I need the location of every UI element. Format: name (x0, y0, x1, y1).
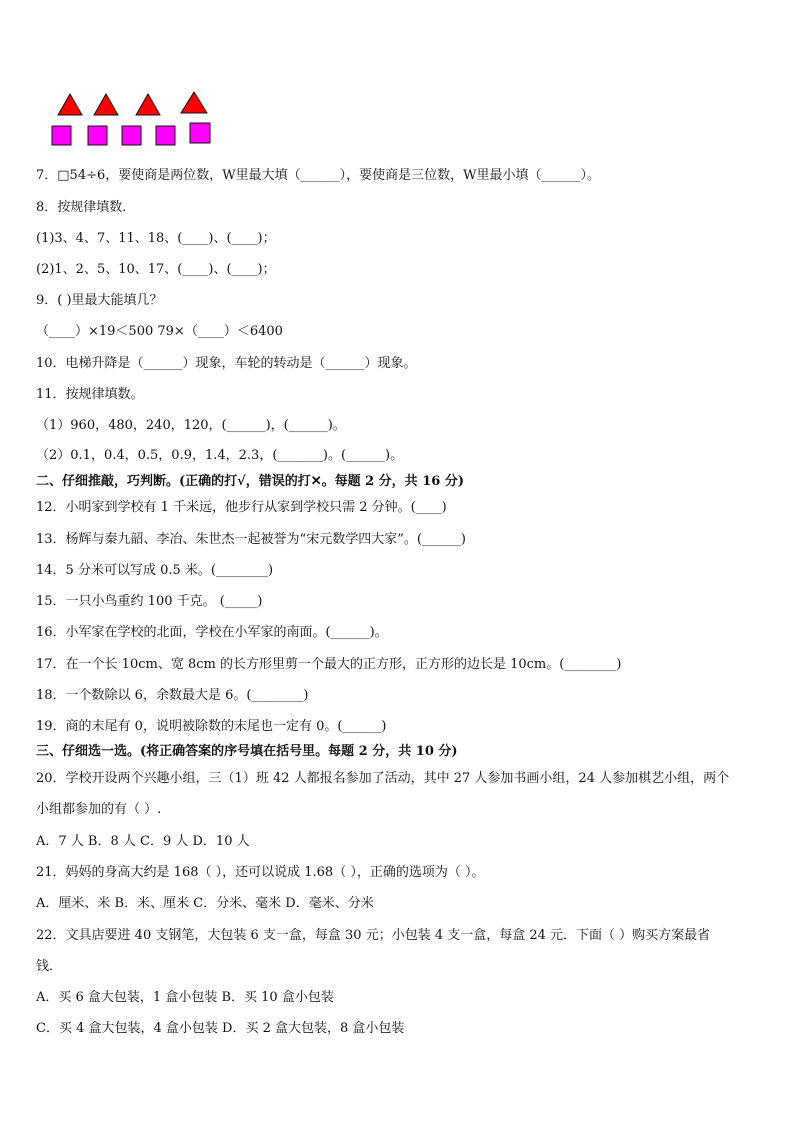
question-18: 18．一个数除以 6，余数最大是 6。(________) (36, 688, 309, 703)
question-12: 12．小明家到学校有 1 千米远，他步行从家到学校只需 2 分钟。(____) (36, 500, 447, 515)
question-14: 14．5 分米可以写成 0.5 米。(________) (36, 563, 274, 578)
question-22-options-1: A．买 6 盒大包装，1 盒小包装 B．买 10 盒小包装 (36, 990, 334, 1005)
question-22: 22．文具店要进 40 支钢笔，大包装 6 支一盒，每盒 30 元；小包装 4 支一盒，每盒 24 元．下面（ ）购买方案最省 (36, 928, 711, 943)
question-20: 20．学校开设两个兴趣小组，三（1）班 42 人都报名参加了活动，其中 27 人参加书画小组，24 人参加棋艺小组，两个 (36, 771, 730, 786)
triangle-3 (136, 94, 160, 115)
question-22-cont: 钱． (36, 959, 63, 974)
question-8-part-1: (1)3、4、7、11、18、(____)、(____)； (36, 231, 276, 246)
question-17: 17．在一个长 10cm、宽 8cm 的长方形里剪一个最大的正方形，正方形的边长是 10cm。(________) (36, 657, 622, 672)
question-22-options-2: C．买 4 盒大包装，4 盒小包装 D．买 2 盒大包装，8 盒小包装 (36, 1021, 405, 1036)
shapes-figure (0, 0, 794, 160)
square-1 (52, 126, 71, 145)
question-16: 16．小军家在学校的北面，学校在小军家的南面。(______)。 (36, 625, 388, 640)
triangle-2 (94, 94, 118, 115)
question-10: 10．电梯升降是（______）现象，车轮的转动是（______）现象。 (36, 356, 417, 371)
question-21: 21．妈妈的身高大约是 168（ ），还可以说成 1.68（ ），正确的选项为（ ）。 (36, 865, 485, 880)
question-13: 13．杨辉与秦九韶、李冶、朱世杰一起被誉为“宋元数学四大家”。(______) (36, 532, 466, 547)
square-4 (156, 126, 175, 145)
question-11-part-1: （1）960，480，240，120，(______)，(______)。 (36, 418, 346, 433)
question-20-cont: 小组都参加的有（ ）. (36, 802, 162, 817)
question-9: 9．( )里最大能填几？ (36, 293, 163, 308)
section-2-heading: 二、仔细推敲，巧判断。(正确的打√，错误的打✕。每题 2 分，共 16 分) (36, 474, 464, 489)
question-8-part-2: (2)1、2、5、10、17、(____)、(____)； (36, 262, 276, 277)
question-9-items: （____）×19＜500 79×（____）＜6400 (36, 324, 283, 339)
triangle-4 (181, 92, 207, 113)
square-5 (190, 123, 210, 143)
question-11-part-2: （2）0.1，0.4，0.5，0.9，1.4，2.3，(_______)。(______)。 (36, 448, 404, 463)
section-3-heading: 三、仔细选一选。(将正确答案的序号填在括号里。每题 2 分，共 10 分) (36, 744, 458, 759)
question-11: 11．按规律填数。 (36, 387, 144, 402)
question-21-options: A．厘米、米 B．米、厘米 C．分米、毫米 D．毫米、分米 (36, 896, 374, 911)
question-7: 7．□54÷6，要使商是两位数，W里最大填（______），要使商是三位数，W里最小填（______）。 (36, 168, 600, 183)
question-20-options: A．7 人 B．8 人 C．9 人 D．10 人 (36, 834, 250, 849)
question-8: 8．按规律填数． (36, 200, 136, 215)
square-2 (88, 126, 107, 145)
triangle-1 (58, 94, 82, 115)
square-3 (122, 126, 141, 145)
question-19: 19．商的末尾有 0，说明被除数的末尾也一定有 0。(______) (36, 719, 387, 734)
question-15: 15．一只小鸟重约 100 千克。 (_____) (36, 594, 263, 609)
